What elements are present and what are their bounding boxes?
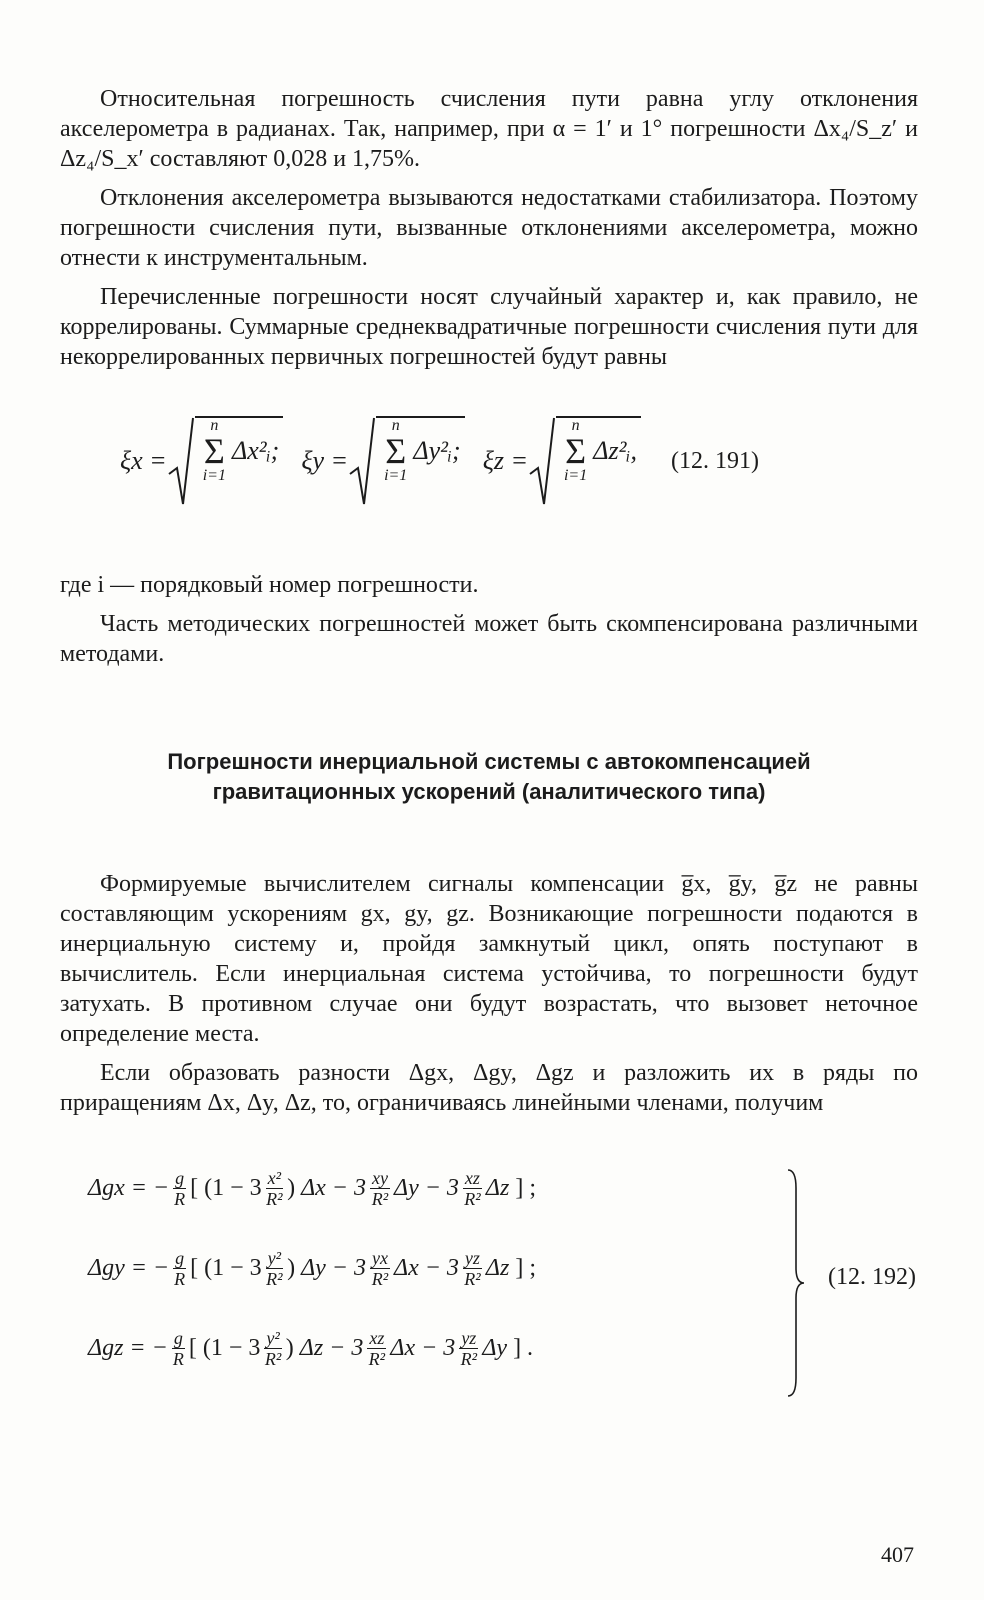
- row-gx-t2: Δy − 3: [393, 1175, 459, 1201]
- row-gx-t3: Δz: [485, 1175, 510, 1201]
- term-y: Δy²ᵢ;: [413, 436, 461, 465]
- section-heading: [60, 747, 918, 807]
- frac-c-3: [459, 1328, 478, 1369]
- sum-upper-x: n: [210, 417, 219, 434]
- frac-g-R-3: [172, 1328, 185, 1369]
- paragraph-7: Если образовать разности Δgx, Δgy, Δgz и разложить их в ряды по приращениям Δx, Δy, Δz, то, ограничиваясь линейными членами, получим: [60, 1060, 918, 1116]
- frac-num: yz: [464, 1248, 480, 1268]
- paragraph-3: Перечисленные погрешности носят случайный характер и, как правило, не коррелированы. Суммарные среднеквадратичные погрешности счисления пути для некоррелированных первичных погрешностей будут равны: [60, 284, 918, 370]
- equation-number-191: (12. 191): [671, 447, 760, 474]
- row-gx-open: [ (1 − 3: [190, 1175, 262, 1201]
- frac-den: R: [174, 1269, 186, 1289]
- row-gx-t1: Δx − 3: [301, 1175, 366, 1201]
- page-body: [60, 84, 918, 1398]
- equation-row-gy: Δgy = − $\frac{g}{R}$ [ (1 − 3 $\frac{\text{y²}}{\text{R²}}$ ) Δy − 3 $\frac{yx}{\text{R²}}$ Δx − 3 $\frac{yz}{\text{R²}}$ Δz ] ;: [88, 1248, 537, 1289]
- sum-upper-z: n: [571, 417, 580, 434]
- sum-x: n Σ i=1: [202, 417, 226, 484]
- frac-a-3: [264, 1328, 281, 1369]
- frac-num: xz: [464, 1168, 480, 1188]
- frac-num: yz: [461, 1328, 477, 1348]
- equation-12-191: [60, 416, 918, 548]
- frac-a-2: [266, 1248, 283, 1289]
- frac-den: R²: [266, 1269, 283, 1289]
- frac-g-R-1: [173, 1168, 186, 1209]
- row-gz-lhs: Δgz = −: [88, 1335, 168, 1361]
- sum-y: n Σ i=1: [384, 417, 408, 484]
- frac-g-R-2: [173, 1248, 186, 1289]
- equation-number-192: (12. 192): [828, 1264, 916, 1290]
- sum-lower-y: i=1: [384, 467, 408, 484]
- frac-den: R²: [368, 1349, 386, 1369]
- radical-z: [528, 416, 641, 506]
- page-number: 407: [881, 1542, 914, 1567]
- frac-c-1: [463, 1168, 482, 1209]
- row-gy-t1: Δy − 3: [301, 1255, 366, 1281]
- frac-num: xz: [369, 1328, 385, 1348]
- row-gy-end: ] ;: [515, 1255, 537, 1281]
- row-gy-t3: Δz: [485, 1255, 510, 1281]
- frac-den: R²: [464, 1269, 481, 1289]
- term-x: Δx²ᵢ;: [231, 436, 280, 465]
- equation-row-gz: Δgz = − $\frac{g}{R}$ [ (1 − 3 $\frac{\text{y²}}{\text{R²}}$ ) Δz − 3 $\frac{xz}{\text{R²}}$ Δx − 3 $\frac{yz}{\text{R²}}$ Δy ] .: [88, 1328, 534, 1369]
- xi-y-label: ξy =: [301, 446, 349, 475]
- heading-line-2: гравитационных ускорений (аналитического типа): [212, 779, 766, 804]
- frac-a-1: [266, 1168, 283, 1209]
- equation-row-gx: Δgx = − $\frac{g}{R}$ [ (1 − 3 $\frac{\text{x²}}{\text{R²}}$ ) Δx − 3 $\frac{xy}{\text{R²}}$ Δy − 3 $\frac{xz}{\text{R²}}$ Δz ] ;: [88, 1168, 537, 1209]
- frac-b-1: [370, 1168, 390, 1209]
- frac-num: y²: [266, 1328, 280, 1348]
- sum-lower-x: i=1: [202, 467, 226, 484]
- paragraph-2: Отклонения акселерометра вызываются недостатками стабилизатора. Поэтому погрешности счисления пути, вызванные отклонениями акселерометра, можно отнести к инструментальным.: [60, 185, 918, 271]
- frac-den: R: [172, 1349, 184, 1369]
- sum-z: n Σ i=1: [563, 417, 588, 484]
- right-brace: [786, 1168, 806, 1398]
- frac-den: R²: [460, 1349, 478, 1369]
- frac-den: R: [174, 1189, 186, 1209]
- row-gx-lhs: Δgx = −: [88, 1175, 170, 1201]
- frac-num: g: [173, 1328, 183, 1348]
- heading-line-1: Погрешности инерциальной системы с автокомпенсацией: [167, 749, 811, 774]
- frac-den: R²: [266, 1189, 283, 1209]
- frac-c-2: [463, 1248, 482, 1289]
- paragraph-5: Часть методических погрешностей может быть скомпенсирована различными методами.: [60, 611, 918, 667]
- equation-12-192: [60, 1168, 918, 1398]
- frac-den: R²: [371, 1189, 389, 1209]
- paragraph-4: где i — порядковый номер погрешности.: [60, 572, 479, 598]
- frac-num: y²: [267, 1248, 282, 1268]
- radical-x: [167, 416, 284, 506]
- term-z: Δz²ᵢ,: [593, 436, 638, 465]
- row-gy-lhs: Δgy = −: [88, 1255, 170, 1281]
- row-gz-end: ] .: [513, 1335, 534, 1361]
- frac-b-3: [367, 1328, 386, 1369]
- frac-den: R²: [371, 1269, 389, 1289]
- frac-num: g: [175, 1168, 185, 1188]
- paragraph-6: Формируемые вычислителем сигналы компенсации g̅x, g̅y, g̅z не равны составляющим ускорениям gx, gy, gz. Возникающие погрешности подаются в инерциальную систему и, пройдя замкнутый цикл, опять поступают в вычислитель. Если инерциальная система устойчива, то погрешности будут затухать. В противном случае они будут возрастать, что вызовет неточное определение места.: [60, 871, 918, 1047]
- radical-y: [348, 416, 465, 506]
- frac-den: R²: [464, 1189, 481, 1209]
- sum-lower-z: i=1: [563, 467, 588, 484]
- frac-num: x²: [267, 1168, 282, 1188]
- row-gy-open: [ (1 − 3: [190, 1255, 262, 1281]
- row-gz-open: [ (1 − 3: [188, 1335, 261, 1361]
- frac-num: xy: [372, 1168, 388, 1188]
- frac-num: g: [175, 1248, 185, 1268]
- row-gx-end: ] ;: [515, 1175, 537, 1201]
- sum-upper-y: n: [391, 417, 400, 434]
- paragraph-1: Относительная погрешность счисления пути равна углу отклонения акселерометра в радианах. Так, например, при α = 1′ и 1° погрешности Δx₄/S_z′ и Δz₄/S_x′ составляют 0,028 и 1,75%.: [60, 86, 918, 172]
- row-gz-t2: Δx − 3: [390, 1335, 456, 1361]
- xi-x-label: ξx =: [120, 446, 167, 475]
- frac-den: R²: [264, 1349, 282, 1369]
- row-gz-t1: Δz − 3: [299, 1335, 364, 1361]
- row-gz-t3: Δy: [482, 1335, 508, 1361]
- frac-b-2: [370, 1248, 390, 1289]
- row-gy-t2: Δx − 3: [393, 1255, 459, 1281]
- frac-num: yx: [372, 1248, 388, 1268]
- xi-z-label: ξz =: [482, 446, 528, 475]
